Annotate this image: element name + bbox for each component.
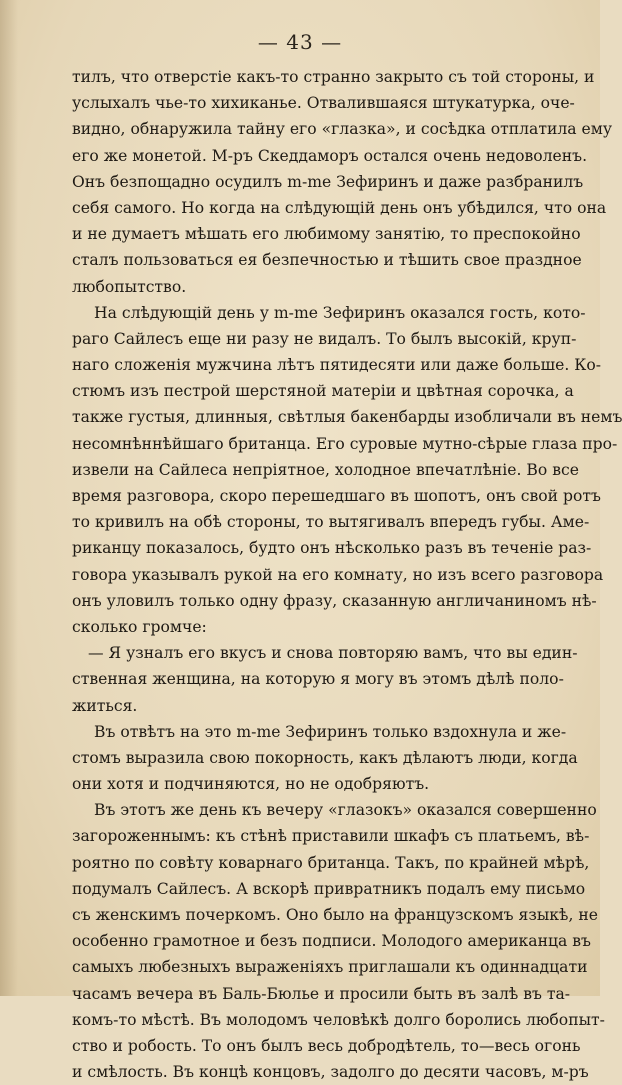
text-line: видно, обнаружила тайну его «глазка», и сосѣдка отплатила ему — [72, 120, 613, 139]
text-line: и не думаетъ мѣшать его любимому занятію, то преспокойно — [72, 225, 581, 244]
text-line: часамъ вечера въ Баль-Бюлье и просили быть въ залѣ въ та- — [72, 984, 571, 1003]
text-line: то кривилъ на обѣ стороны, то вытягивалъ впередъ губы. Аме- — [72, 513, 590, 532]
text-line: раго Сайлесъ еще ни разу не видалъ. То былъ высокій, круп- — [72, 329, 577, 348]
text-line: онъ уловилъ только одну фразу, сказанную англичаниномъ нѣ- — [72, 591, 597, 610]
text-line: и смѣлость. Въ концѣ концовъ, задолго до десяти часовъ, м-ръ — [72, 1063, 589, 1082]
text-line: время разговора, скоро перешедшаго въ шопотъ, онъ свой ротъ — [72, 487, 601, 505]
text-line: говора указывалъ рукой на его комнату, но изъ всего разговора — [72, 565, 604, 584]
page-fold-shadow — [0, 0, 18, 996]
text-line: ственная женщина, на которую я могу въ этомъ дѣлѣ поло- — [72, 670, 564, 689]
text-line: роятно по совѣту коварнаго британца. Такъ, по крайней мѣрѣ, — [72, 853, 590, 872]
text-line: тилъ, что отверстіе какъ-то странно закрыто съ той стороны, и — [72, 68, 595, 86]
text-line: Въ отвѣтъ на это m-me Зефиринъ только вздохнула и же- — [94, 722, 567, 741]
text-line: любопытство. — [72, 277, 187, 296]
body-text — [72, 64, 622, 1085]
text-line: подумалъ Сайлесъ. А вскорѣ привратникъ подалъ ему письмо — [72, 879, 586, 898]
text-line: Въ этотъ же день къ вечеру «глазокъ» оказался совершенно — [94, 801, 597, 820]
text-line: житься. — [72, 696, 138, 715]
text-line: его же монетой. М-ръ Скеддаморъ остался очень недоволенъ. — [72, 146, 588, 165]
text-line: услыхалъ чье-то хихиканье. Отвалившаяся штукатурка, оче- — [72, 94, 575, 113]
text-line: извели на Сайлеса непріятное, холодное впечатлѣніе. Во все — [72, 460, 579, 479]
text-line: стомъ выразила свою покорность, какъ дѣлаютъ люди, когда — [72, 748, 578, 767]
text-line: самыхъ любезныхъ выраженіяхъ приглашали къ одиннадцати — [72, 958, 588, 977]
text-line: особенно грамотное и безъ подписи. Молодого американца въ — [72, 932, 591, 951]
text-line: ство и робость. То онъ былъ весь добродѣтель, то—весь огонь — [72, 1036, 581, 1055]
text-line: риканцу показалось, будто онъ нѣсколько разъ въ теченіе раз- — [72, 539, 592, 558]
text-line: наго сложенія мужчина лѣтъ пятидесяти или даже больше. Ко- — [72, 356, 602, 375]
text-line: сталъ пользоваться ея безпечностью и тѣшить свое праздное — [72, 251, 582, 270]
text-line: сколько громче: — [72, 617, 207, 636]
page-number: — 43 — — [257, 30, 343, 54]
text-line: Онъ безпощадно осудилъ m-me Зефиринъ и даже разбранилъ — [72, 172, 584, 191]
text-line: себя самого. Но когда на слѣдующій день онъ убѣдился, что она — [72, 198, 607, 217]
text-line: несомнѣннѣйшаго британца. Его суровые мутно-сѣрые глаза про- — [72, 434, 618, 453]
text-line: комъ-то мѣстѣ. Въ молодомъ человѣкѣ долго боролись любопыт- — [72, 1010, 605, 1029]
text-line: съ женскимъ почеркомъ. Оно было на французскомъ языкѣ, не — [72, 906, 598, 924]
text-line: они хотя и подчиняются, но не одобряютъ. — [72, 775, 430, 794]
text-line: также густыя, длинныя, свѣтлыя бакенбарды изобличали въ немъ — [72, 408, 622, 427]
text-line: загороженнымъ: къ стѣнѣ приставили шкафъ съ платьемъ, вѣ- — [72, 827, 590, 846]
text-line: стюмъ изъ пестрой шерстяной матеріи и цвѣтная сорочка, а — [72, 382, 574, 401]
text-line: — Я узналъ его вкусъ и снова повторяю вамъ, что вы един- — [88, 644, 578, 663]
text-line: На слѣдующій день у m-me Зефиринъ оказался гость, кото- — [94, 303, 586, 322]
